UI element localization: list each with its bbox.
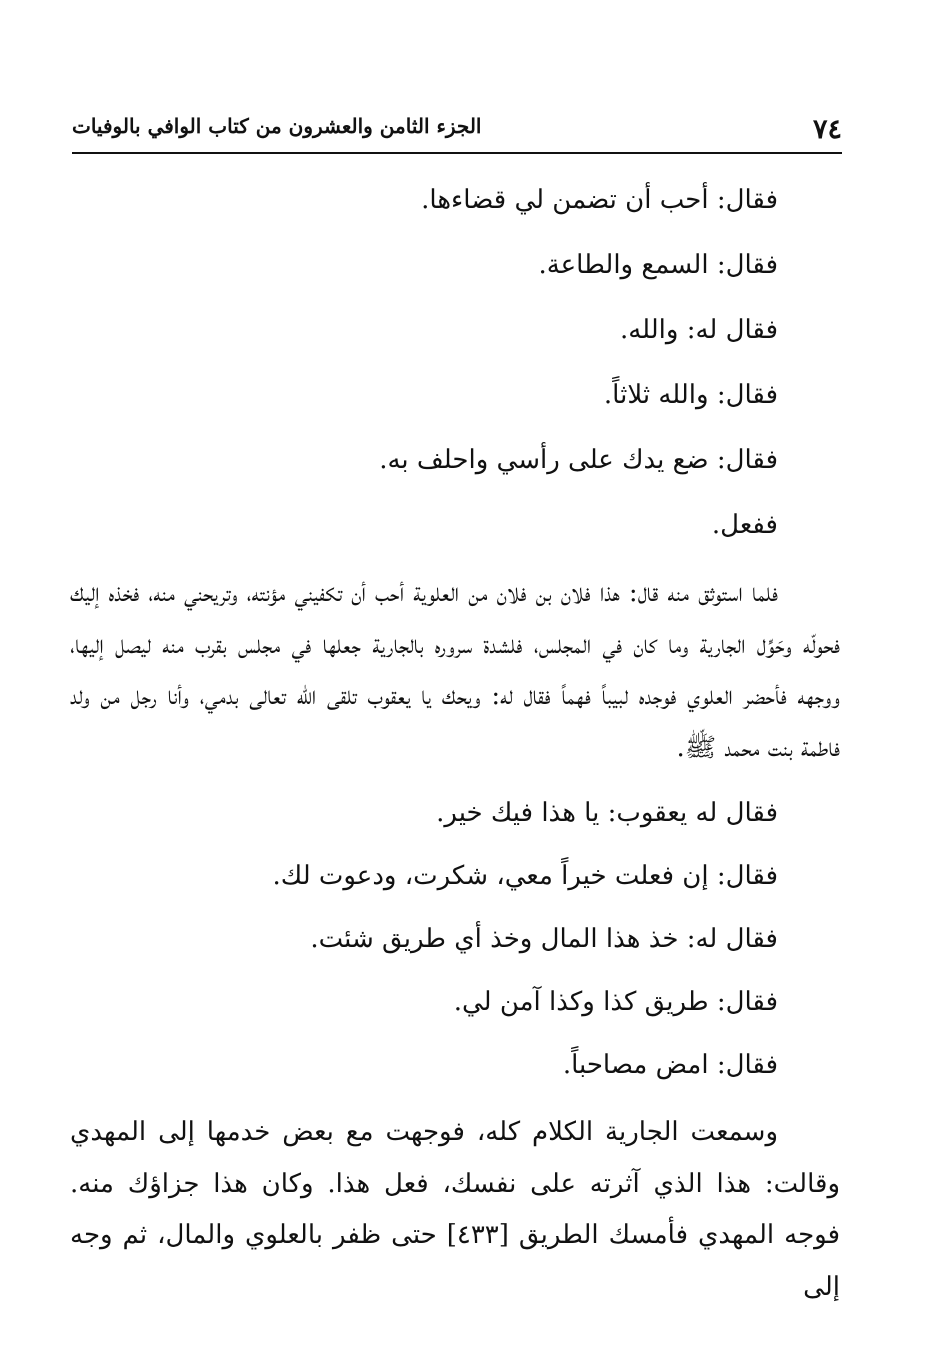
dialog-line: فقال: إن فعلت خيراً معي، شكرت، ودعوت لك. bbox=[272, 861, 778, 891]
dialog-line: فقال: السمع والطاعة. bbox=[538, 250, 778, 280]
dialog-line: فقال: أحب أن تضمن لي قضاءها. bbox=[421, 185, 778, 215]
dialog-line: فقال له: والله. bbox=[619, 315, 778, 345]
header-rule bbox=[72, 152, 842, 154]
dialog-line: فقال: طريق كذا وكذا آمن لي. bbox=[453, 987, 778, 1017]
page-body bbox=[70, 168, 840, 1313]
dialog-line: فقال له: خذ هذا المال وخذ أي طريق شئت. bbox=[310, 924, 778, 954]
dialog-line: فقال: والله ثلاثاً. bbox=[603, 380, 778, 410]
page-number: ٧٤ bbox=[812, 114, 842, 145]
paragraph: وسمعت الجارية الكلام كله، فوجهت مع بعض خدمها إلى المهدي وقالت: هذا الذي آثرته على نفسك، فعل هذا. وكان هذا جزاؤك منه. فوجه المهدي فأمسك الطريق [٤٣٣] حتى ظفر بالعلوي والمال، ثم وجه إلى bbox=[70, 1117, 841, 1302]
paragraph: فلما استوثق منه قال: هذا فلان بن فلان من العلوية أحب أن تكفيني مؤنته، وتريحني منه، فخذه إليك فحولّه وحَوِّل الجارية وما كان في المجلس، فلشدة سروره بالجارية جعلها في مجلس بقرب منه ليصل إليها، ووجهه فأحضر العلوي فوجده لبيباً فهماً فقال له: ويحك يا يعقوب تلقى الله تعالى بدمي، وأنا رجل من ولد فاطمة بنت محمد ﷺ. bbox=[70, 578, 840, 763]
page-header bbox=[72, 108, 842, 148]
dialog-line: فقال له يعقوب: يا هذا فيك خير. bbox=[436, 798, 778, 828]
dialog-line: ففعل. bbox=[711, 510, 778, 540]
dialog-line: فقال: امض مصاحباً. bbox=[562, 1050, 778, 1080]
running-title: الجزء الثامن والعشرون من كتاب الوافي بالوفيات bbox=[72, 114, 482, 138]
dialog-line: فقال: ضع يدك على رأسي واحلف به. bbox=[379, 445, 778, 475]
